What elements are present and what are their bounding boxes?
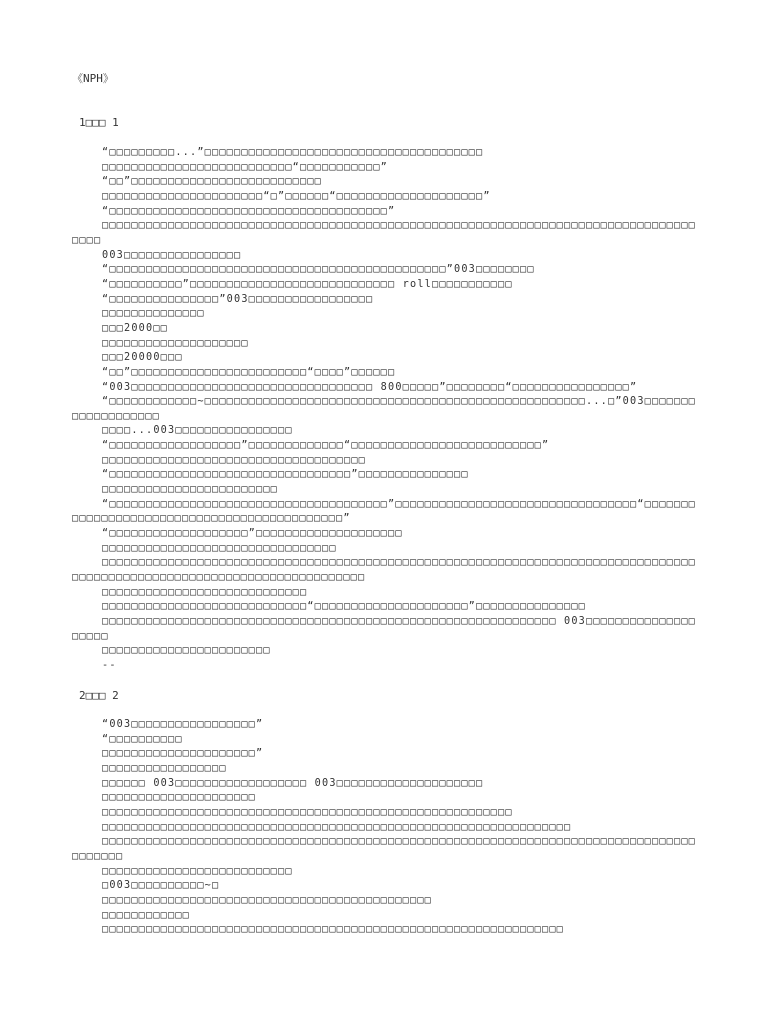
paragraph: “□□□□□□□□□□: [102, 733, 183, 745]
paragraph: □□□□□□□□□□□□□□□□□□□□□□□□□□□□□□□□□□□□□□□□□□□□□: [102, 894, 433, 906]
paragraph: □□□□□□□□□□□□□□□□□□□□: [102, 337, 249, 349]
paragraph: □□□□□□□□□□□□□□□□□□□□□□□□: [102, 484, 279, 496]
paragraph: □□□2000□□: [102, 322, 169, 334]
paragraph: --: [102, 659, 117, 671]
paragraph: □□□□□□□□□□□□□□□□□□□□□□□□□□□□□□□□□□□□□□□□□□□□□□□□□□□□□□□□□□□□□□□□□□□□□□□□□□□□□□□□□□□□□: [72, 220, 697, 246]
paragraph: “□□□□□□□□□□□□□□□”003□□□□□□□□□□□□□□□□□: [102, 293, 374, 305]
paragraph: “□□□□□□□□□□□□□□□□□□□□□□□□□□□□□□□□□”□□□□□□□□□□□□□□□: [102, 469, 469, 481]
chapter-2-heading: 2□□□ 2: [79, 689, 119, 702]
paragraph: □□□□□□□□□□□□□□□□□□□□□□□□□□□□□□□□□□□□□□□□□□□□□□□□□□□□□□□□□□□□□□ 003□□□□□□□□□□□□□□□□□□□□: [72, 616, 697, 642]
paragraph: “□□□□□□□□□□□□~□□□□□□□□□□□□□□□□□□□□□□□□□□□□□□□□□□□□□□□□□□□□□□□□□□□□...□”003□□□□□□□□□□□□□□□□□□□: [72, 396, 697, 422]
paragraph: □□□□□□□□□□□□□□□□□□□□□□□: [102, 645, 271, 657]
document-title: 《NPH》: [72, 72, 114, 85]
paragraph: “□□□□□□□□□□□□□□□□□□□□□□□□□□□□□□□□□□□□□□□□□□□□□□”003□□□□□□□□: [102, 264, 535, 276]
paragraph: □□□□□□□□□□□□□□□□□□□□□□□□□□□□□□□□□□□□□□□□□□□□□□□□□□□□□□□□□□□□□□□□□□□□□□□□□□□□□□□□□□□□□□□□: [72, 836, 697, 862]
paragraph: “□□□□□□□□□...”□□□□□□□□□□□□□□□□□□□□□□□□□□□□□□□□□□□□□□: [102, 147, 484, 158]
paragraph: □□□□□□□□□□□□: [102, 909, 191, 921]
paragraph: □□□□□□□□□□□□□□□□□□□□□□□□□□□□“□□□□□□□□□□□□□□□□□□□□□”□□□□□□□□□□□□□□□: [102, 601, 587, 613]
paragraph: □□□□□□□□□□□□□□□□□□□□□”: [102, 748, 264, 760]
paragraph: “□□”□□□□□□□□□□□□□□□□□□□□□□□□□□: [102, 176, 323, 188]
paragraph: □□□20000□□□: [102, 352, 183, 364]
paragraph: “□□□□□□□□□□”□□□□□□□□□□□□□□□□□□□□□□□□□□□□ roll□□□□□□□□□□□: [102, 278, 513, 290]
paragraph: □□□□□□□□□□□□□□□□□□□□□□□□□□“□□□□□□□□□□□”: [102, 161, 389, 173]
paragraph: □□□□□□□□□□□□□□□□□□□□□: [102, 792, 257, 804]
paragraph: □003□□□□□□□□□□~□: [102, 880, 220, 892]
chapter-1-heading: 1□□□ 1: [79, 116, 119, 129]
paragraph: “□□□□□□□□□□□□□□□□□□□□□□□□□□□□□□□□□□□□□□”□□□□□□□□□□□□□□□□□□□□□□□□□□□□□□□□□“□□□□□□□□□□□□□□□□□□□□□□□□□□□□□□□□□□□□□□□□□□□□”: [72, 498, 697, 525]
paragraph: □□□□□□□□□□□□□□□□□□□□□□□□□□□□□□□□□□□□: [102, 454, 367, 466]
paragraph: □□□□□□□□□□□□□□□□□□□□□□□□□□□□□□□□□□□□□□□□□□□□□□□□□□□□□□□□: [102, 806, 513, 818]
paragraph: □□□□□□□□□□□□□□□□□□□□□□□□□□□□□□□□□□□□□□□□□□□□□□□□□□□□□□□□□□□□□□□□: [102, 821, 572, 833]
paragraph: “□□□□□□□□□□□□□□□□□□□□□□□□□□□□□□□□□□□□□□”: [102, 205, 396, 217]
paragraph: “003□□□□□□□□□□□□□□□□□”: [102, 719, 264, 730]
paragraph: “003□□□□□□□□□□□□□□□□□□□□□□□□□□□□□□□□□ 800□□□□□”□□□□□□□□“□□□□□□□□□□□□□□□□”: [102, 381, 638, 393]
paragraph: □□□□...003□□□□□□□□□□□□□□□□: [102, 425, 293, 437]
paragraph: □□□□□□□□□□□□□□□□□□□□□□□□□□□□□□□□□□□□□□□□□□□□□□□□□□□□□□□□□□□□□□□□□□□□□□□□□□□□□□□□□□□□□□□□□□□□□□□□□□□□□□□□□□□□□□□□□□□□□□□□□: [72, 557, 697, 584]
paragraph: □□□□□□□□□□□□□□□□□□□□□□“□”□□□□□□“□□□□□□□□□□□□□□□□□□□□”: [102, 190, 491, 202]
paragraph: □□□□□□□□□□□□□□□□□□□□□□□□□□□□□□□□□□□□□□□□□□□□□□□□□□□□□□□□□□□□□□□: [102, 924, 565, 936]
paragraph: □□□□□□ 003□□□□□□□□□□□□□□□□□□ 003□□□□□□□□□□□□□□□□□□□□: [102, 777, 484, 789]
paragraph: “□□□□□□□□□□□□□□□□□□”□□□□□□□□□□□□□“□□□□□□□□□□□□□□□□□□□□□□□□□□”: [102, 440, 550, 452]
paragraph: “□□”□□□□□□□□□□□□□□□□□□□□□□□□“□□□□”□□□□□□: [102, 366, 396, 378]
chapter-1-body: [72, 146, 702, 674]
chapter-2-body: [72, 718, 702, 938]
paragraph: □□□□□□□□□□□□□□□□□□□□□□□□□□: [102, 865, 293, 877]
paragraph: 003□□□□□□□□□□□□□□□□: [102, 249, 242, 261]
paragraph: □□□□□□□□□□□□□□□□□: [102, 762, 227, 774]
paragraph: “□□□□□□□□□□□□□□□□□□□”□□□□□□□□□□□□□□□□□□□□: [102, 528, 403, 540]
paragraph: □□□□□□□□□□□□□□: [102, 308, 205, 320]
paragraph: □□□□□□□□□□□□□□□□□□□□□□□□□□□□: [102, 586, 308, 598]
paragraph: □□□□□□□□□□□□□□□□□□□□□□□□□□□□□□□□: [102, 542, 337, 554]
